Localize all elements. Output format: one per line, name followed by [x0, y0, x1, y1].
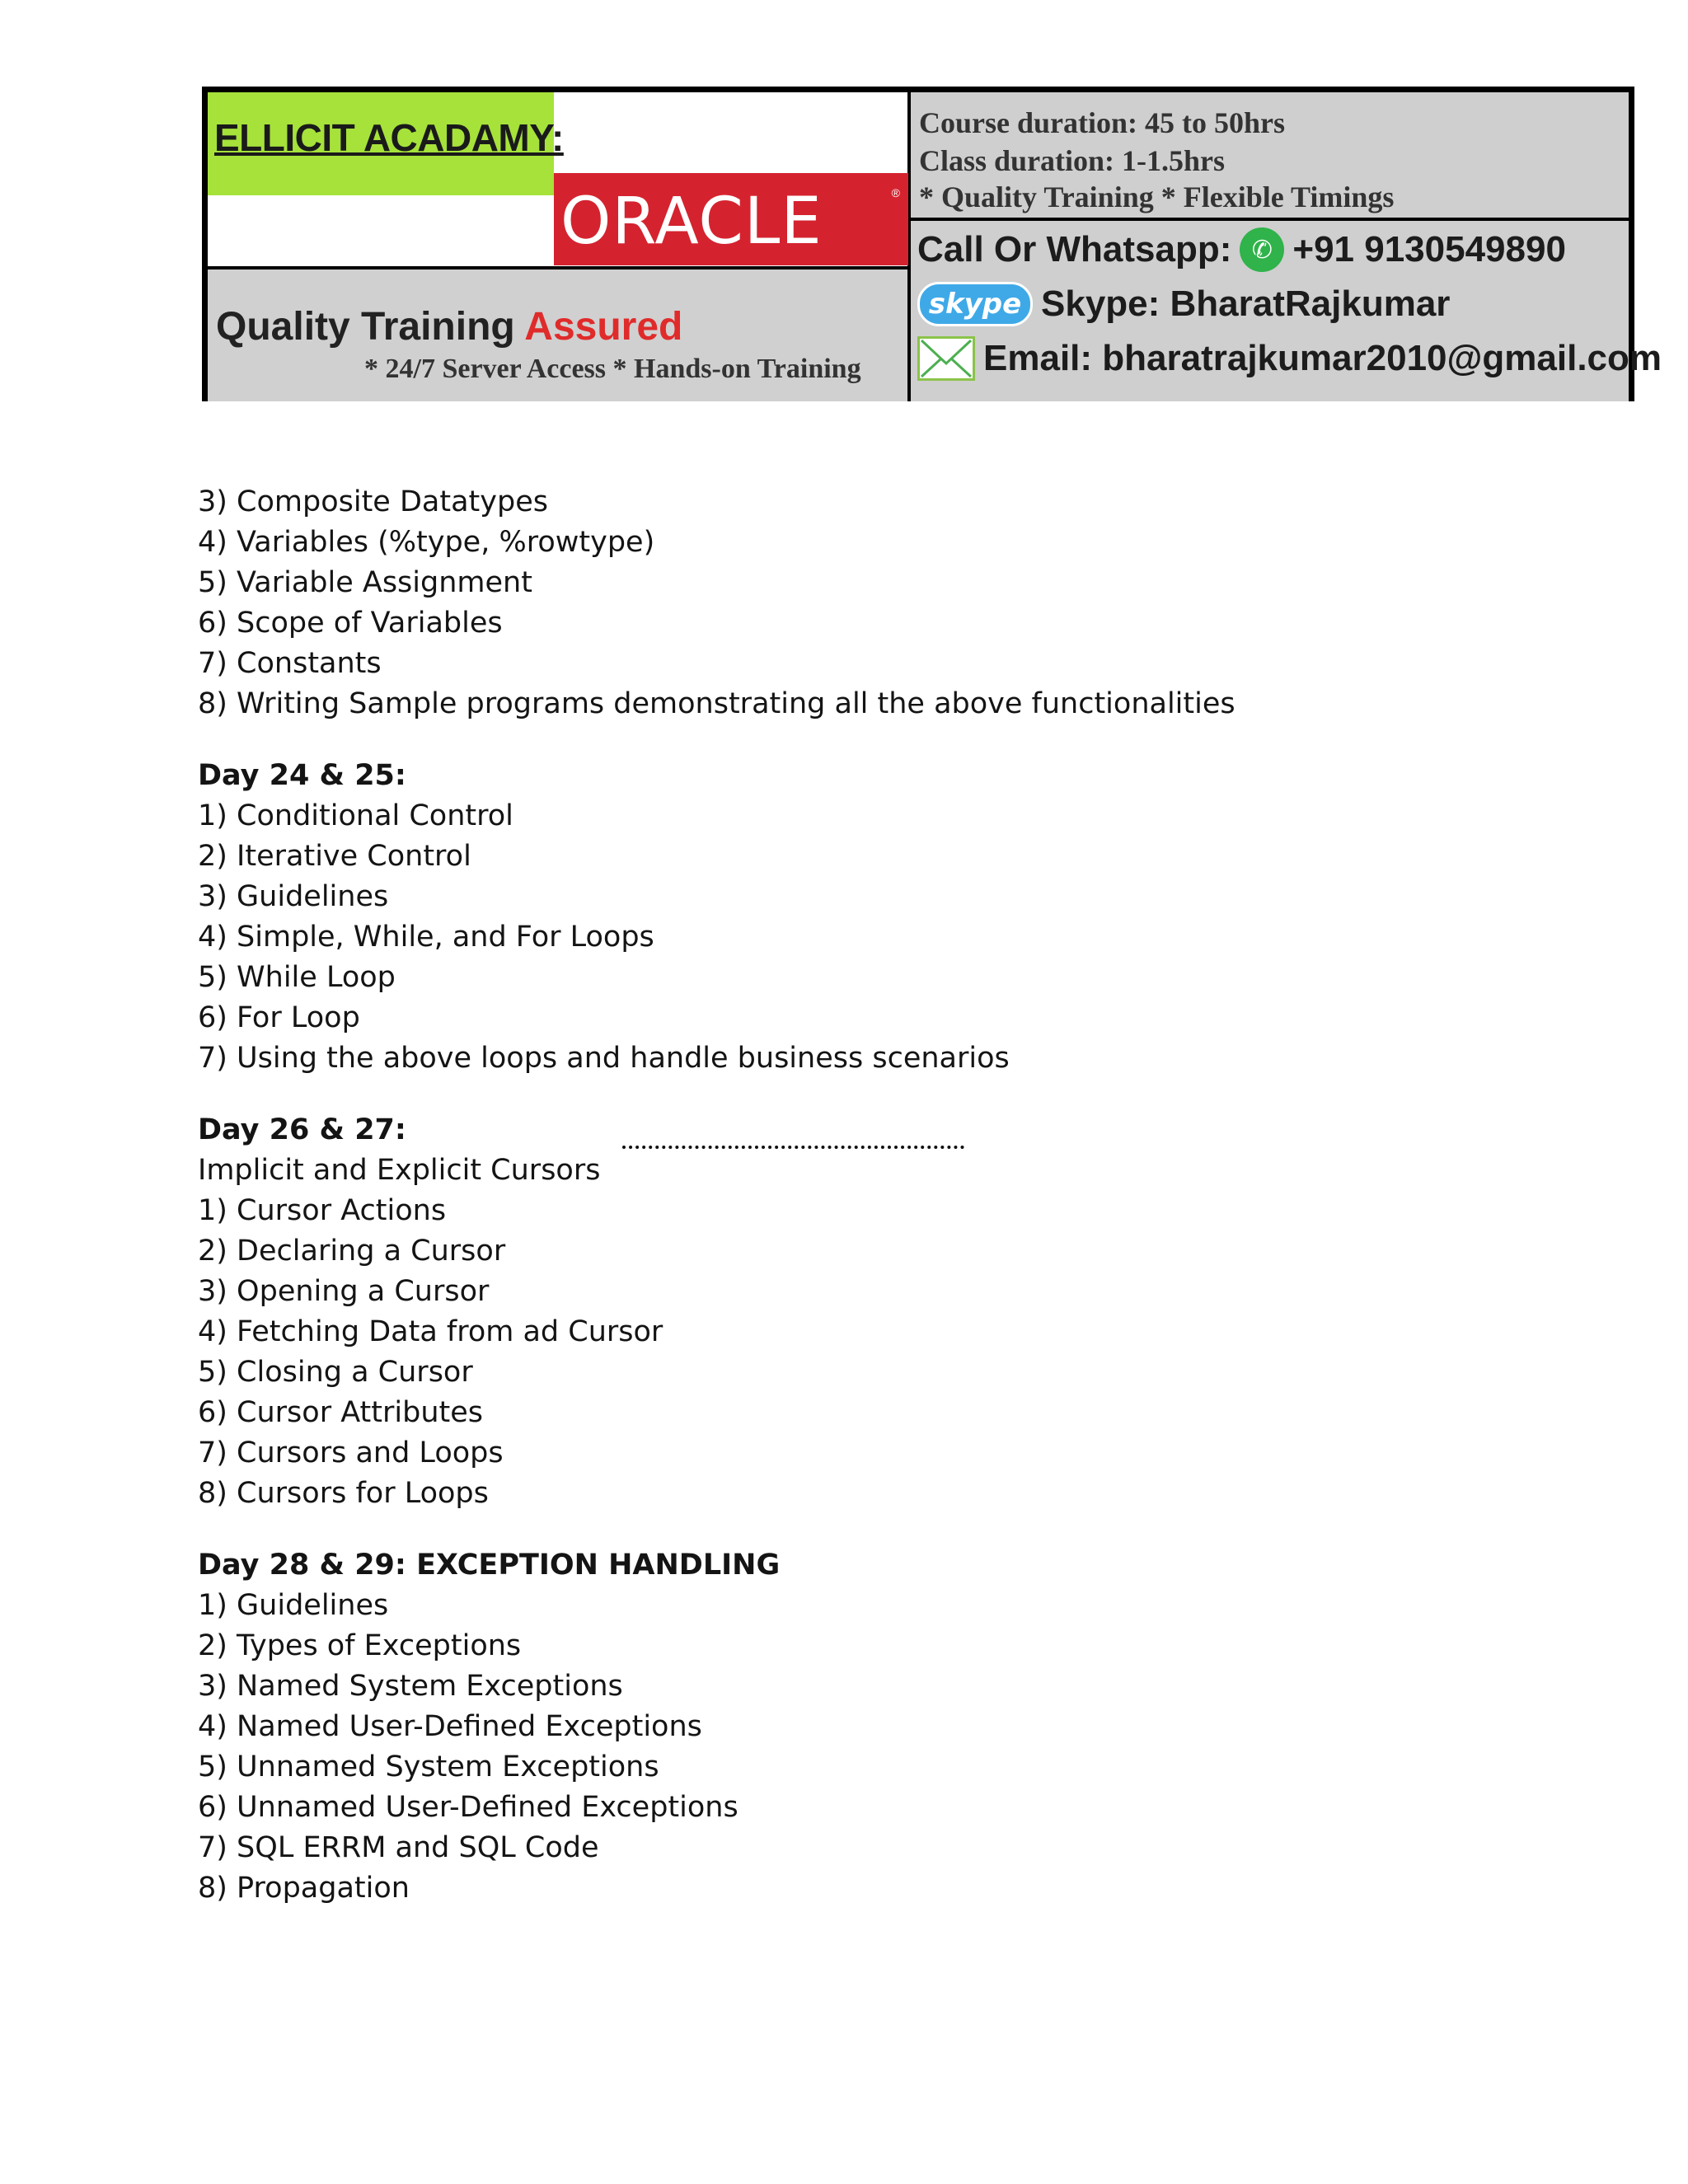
section-heading: Day 28 & 29: EXCEPTION HANDLING	[198, 1549, 781, 1582]
call-label: Call Or Whatsapp:	[917, 229, 1232, 269]
skype-icon: skype	[917, 282, 1033, 326]
banner-course-info	[911, 92, 1629, 221]
section-continued	[198, 482, 1599, 724]
list-item: 5) Closing a Cursor	[198, 1356, 473, 1389]
list-item: 8) Writing Sample programs demonstrating all the above functionalities	[198, 687, 1236, 720]
list-item: 6) Unnamed User-Defined Exceptions	[198, 1791, 738, 1824]
contact-email	[917, 336, 1662, 381]
tagline-sub: * 24/7 Server Access * Hands-on Training	[364, 354, 861, 384]
list-item: 6) Scope of Variables	[198, 607, 503, 640]
course-duration: Course duration: 45 to 50hrs	[919, 106, 1286, 139]
academy-title: ELLICIT ACADAMY:	[214, 116, 564, 159]
syllabus-content	[198, 482, 1599, 1909]
dotted-divider	[622, 1146, 964, 1152]
list-item: 1) Conditional Control	[198, 799, 513, 832]
list-item: 6) For Loop	[198, 1001, 360, 1034]
section-day-26-27	[198, 1110, 1599, 1514]
tagline-accent: Assured	[524, 305, 683, 349]
banner-tagline-panel	[208, 269, 911, 401]
list-item: 6) Cursor Attributes	[198, 1396, 484, 1429]
section-intro: Implicit and Explicit Cursors	[198, 1154, 601, 1187]
section-day-24-25	[198, 756, 1599, 1079]
banner-logo-panel	[208, 92, 911, 269]
features: * Quality Training * Flexible Timings	[919, 180, 1395, 213]
list-item: 2) Types of Exceptions	[198, 1629, 522, 1662]
oracle-logo-text: ORACLE	[560, 185, 823, 259]
list-item: 8) Cursors for Loops	[198, 1477, 489, 1510]
skype-id: Skype: BharatRajkumar	[1041, 284, 1451, 324]
tagline	[216, 304, 682, 349]
phone-number: +91 9130549890	[1292, 229, 1566, 269]
list-item: 4) Fetching Data from ad Cursor	[198, 1315, 663, 1348]
whatsapp-icon: ✆	[1240, 227, 1284, 272]
contact-call	[917, 227, 1566, 272]
section-day-28-29	[198, 1545, 1599, 1909]
list-item: 3) Named System Exceptions	[198, 1670, 623, 1703]
list-item: 4) Simple, While, and For Loops	[198, 921, 654, 954]
list-item: 8) Propagation	[198, 1872, 410, 1905]
list-item: 3) Composite Datatypes	[198, 485, 548, 518]
list-item: 7) Cursors and Loops	[198, 1436, 504, 1469]
list-item: 7) SQL ERRM and SQL Code	[198, 1831, 599, 1864]
contact-skype	[917, 282, 1450, 326]
section-heading: Day 24 & 25:	[198, 759, 406, 792]
list-item: 2) Iterative Control	[198, 840, 471, 873]
list-item: 1) Guidelines	[198, 1589, 389, 1622]
class-duration: Class duration: 1-1.5hrs	[919, 144, 1226, 177]
list-item: 3) Guidelines	[198, 880, 389, 913]
banner-contact-info	[911, 221, 1662, 401]
list-item: 4) Named User-Defined Exceptions	[198, 1710, 702, 1743]
list-item: 4) Variables (%type, %rowtype)	[198, 526, 655, 559]
email-address: Email: bharatrajkumar2010@gmail.com	[983, 338, 1662, 378]
registered-mark: ®	[891, 186, 900, 199]
list-item: 1) Cursor Actions	[198, 1194, 447, 1227]
section-heading: Day 26 & 27:	[198, 1113, 406, 1146]
list-item: 7) Constants	[198, 647, 382, 680]
list-item: 5) Unnamed System Exceptions	[198, 1750, 659, 1783]
list-item: 5) Variable Assignment	[198, 566, 532, 599]
mail-icon	[917, 336, 975, 381]
oracle-logo	[554, 173, 908, 265]
academy-banner	[202, 87, 1662, 401]
list-item: 2) Declaring a Cursor	[198, 1235, 506, 1268]
list-item: 5) While Loop	[198, 961, 396, 994]
list-item: 7) Using the above loops and handle business scenarios	[198, 1042, 1010, 1075]
tagline-main: Quality Training	[216, 305, 525, 349]
list-item: 3) Opening a Cursor	[198, 1275, 490, 1308]
